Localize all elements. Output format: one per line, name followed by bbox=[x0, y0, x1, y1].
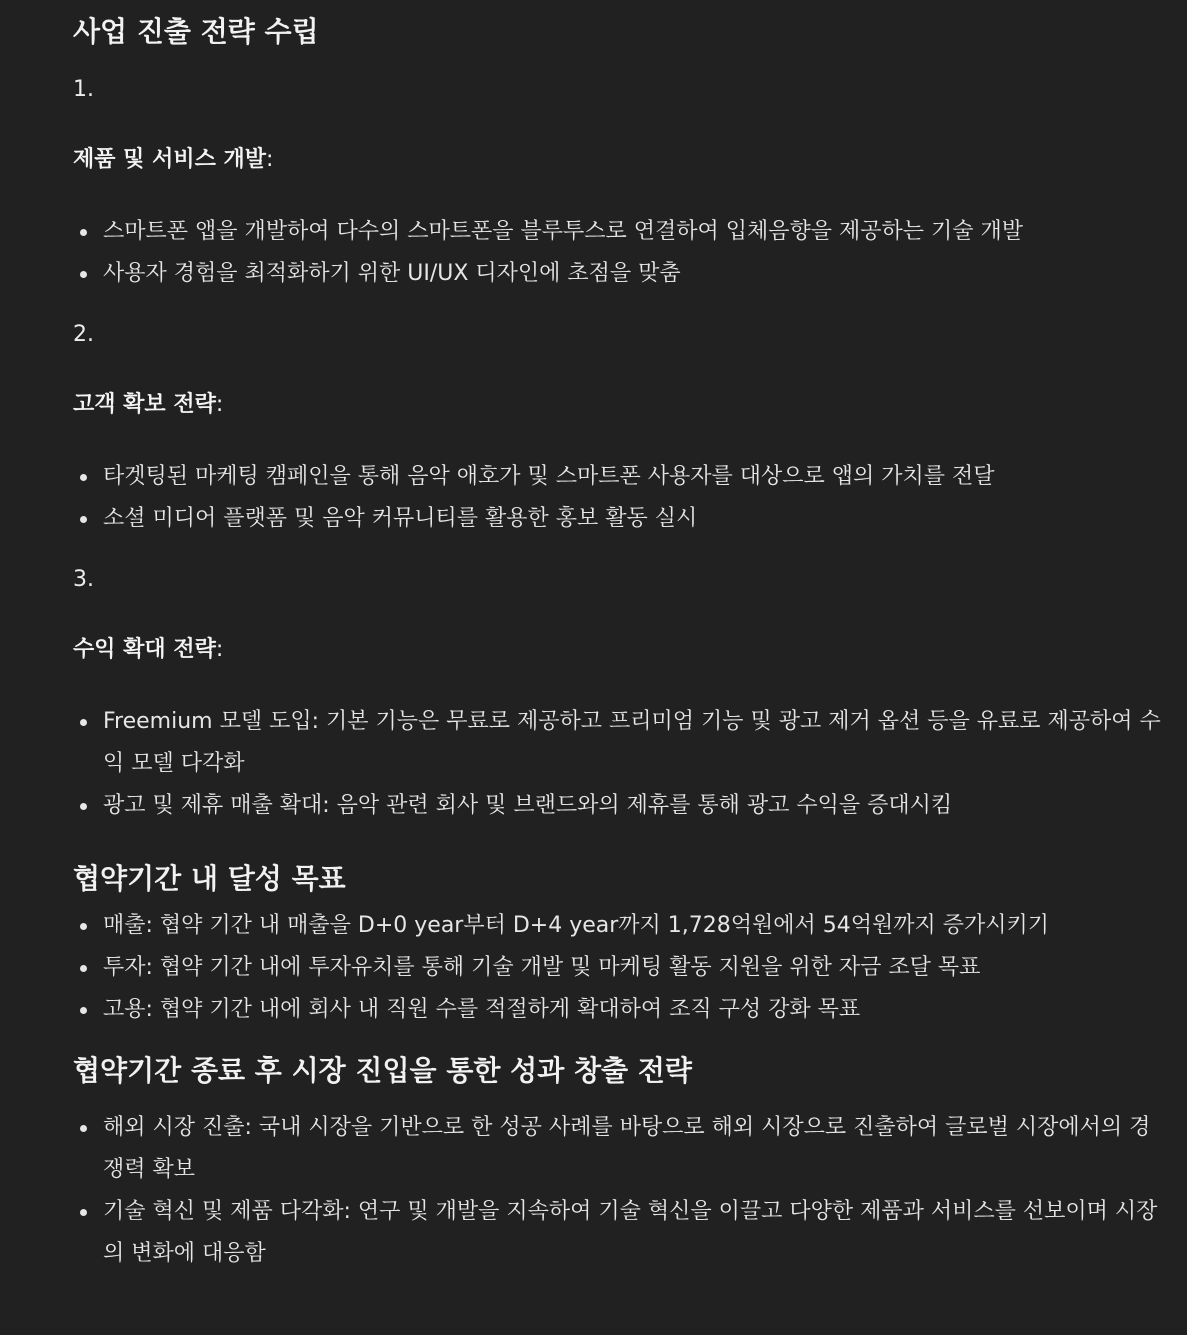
list-item-text: 매출: 협약 기간 내 매출을 D+0 year부터 D+4 year까지 1,728억원에서 54억원까지 증가시키기 bbox=[103, 913, 1050, 938]
list-item bbox=[73, 1107, 1167, 1191]
list-item bbox=[73, 498, 1167, 540]
list-item bbox=[73, 1191, 1167, 1275]
section-heading-goals: 협약기간 내 달성 목표 bbox=[73, 862, 346, 895]
list-item-text: 소셜 미디어 플랫폼 및 음악 커뮤니티를 활용한 홍보 활동 실시 bbox=[103, 506, 698, 531]
bullet-dot-icon bbox=[80, 474, 87, 481]
subheading-customer-acquisition bbox=[73, 384, 1167, 426]
list-item-text: 고용: 협약 기간 내에 회사 내 직원 수를 적절하게 확대하여 조직 구성 강화 목표 bbox=[103, 997, 861, 1022]
list-item bbox=[73, 989, 1167, 1031]
bullet-list-goals bbox=[73, 905, 1167, 1031]
subheading-colon: : bbox=[266, 147, 274, 172]
bullet-dot-icon bbox=[80, 719, 87, 726]
bullet-list-product-development bbox=[73, 211, 1167, 295]
subheading-text: 제품 및 서비스 개발 bbox=[73, 147, 266, 172]
list-item bbox=[73, 947, 1167, 989]
list-item bbox=[73, 905, 1167, 947]
list-item-text: 투자: 협약 기간 내에 투자유치를 통해 기술 개발 및 마케팅 활동 지원을 위한 자금 조달 목표 bbox=[103, 955, 981, 980]
subheading-text: 고객 확보 전략 bbox=[73, 392, 216, 417]
bullet-dot-icon bbox=[80, 803, 87, 810]
subheading-colon: : bbox=[215, 637, 224, 662]
subheading-text: 수익 확대 전략 bbox=[73, 637, 216, 662]
subheading-colon: : bbox=[215, 392, 224, 417]
list-number-2: 2. bbox=[73, 322, 94, 347]
bullet-dot-icon bbox=[80, 965, 87, 972]
bullet-dot-icon bbox=[80, 1007, 87, 1014]
list-item-text: Freemium 모델 도입: 기본 기능은 무료로 제공하고 프리미엄 기능 및 광고 제거 옵션 등을 유료로 제공하여 수익 모델 다각화 bbox=[103, 709, 1161, 776]
list-item-text: 광고 및 제휴 매출 확대: 음악 관련 회사 및 브랜드와의 제휴를 통해 광고 수익을 증대시킴 bbox=[103, 793, 953, 818]
bullet-list-customer-acquisition bbox=[73, 456, 1167, 540]
subheading-revenue-expansion bbox=[73, 629, 1167, 671]
list-item-text: 해외 시장 진출: 국내 시장을 기반으로 한 성공 사례를 바탕으로 해외 시장으로 진출하여 글로벌 시장에서의 경쟁력 확보 bbox=[103, 1115, 1151, 1182]
list-item bbox=[73, 785, 1167, 827]
list-number-1: 1. bbox=[73, 77, 94, 102]
section-heading-post-agreement-strategy: 협약기간 종료 후 시장 진입을 통한 성과 창출 전략 bbox=[73, 1054, 692, 1087]
list-item-text: 사용자 경험을 최적화하기 위한 UI/UX 디자인에 초점을 맞춤 bbox=[103, 261, 681, 286]
list-number-3: 3. bbox=[73, 567, 94, 592]
bullet-dot-icon bbox=[80, 516, 87, 523]
bullet-dot-icon bbox=[80, 1209, 87, 1216]
list-item-text: 스마트폰 앱을 개발하여 다수의 스마트폰을 블루투스로 연결하여 입체음향을 제공하는 기술 개발 bbox=[103, 219, 1024, 244]
list-item bbox=[73, 701, 1167, 785]
bullet-dot-icon bbox=[80, 271, 87, 278]
bullet-dot-icon bbox=[80, 1125, 87, 1132]
bullet-list-post-agreement-strategy bbox=[73, 1107, 1167, 1275]
list-item-text: 타겟팅된 마케팅 캠페인을 통해 음악 애호가 및 스마트폰 사용자를 대상으로 앱의 가치를 전달 bbox=[103, 464, 995, 489]
bullet-dot-icon bbox=[80, 923, 87, 930]
list-item bbox=[73, 253, 1167, 295]
list-item bbox=[73, 456, 1167, 498]
subheading-product-development bbox=[73, 139, 1167, 181]
section-heading-business-strategy: 사업 진출 전략 수립 bbox=[73, 15, 319, 48]
list-item bbox=[73, 211, 1167, 253]
bullet-list-revenue-expansion bbox=[73, 701, 1167, 827]
list-item-text: 기술 혁신 및 제품 다각화: 연구 및 개발을 지속하여 기술 혁신을 이끌고 다양한 제품과 서비스를 선보이며 시장의 변화에 대응함 bbox=[103, 1199, 1158, 1266]
bullet-dot-icon bbox=[80, 229, 87, 236]
